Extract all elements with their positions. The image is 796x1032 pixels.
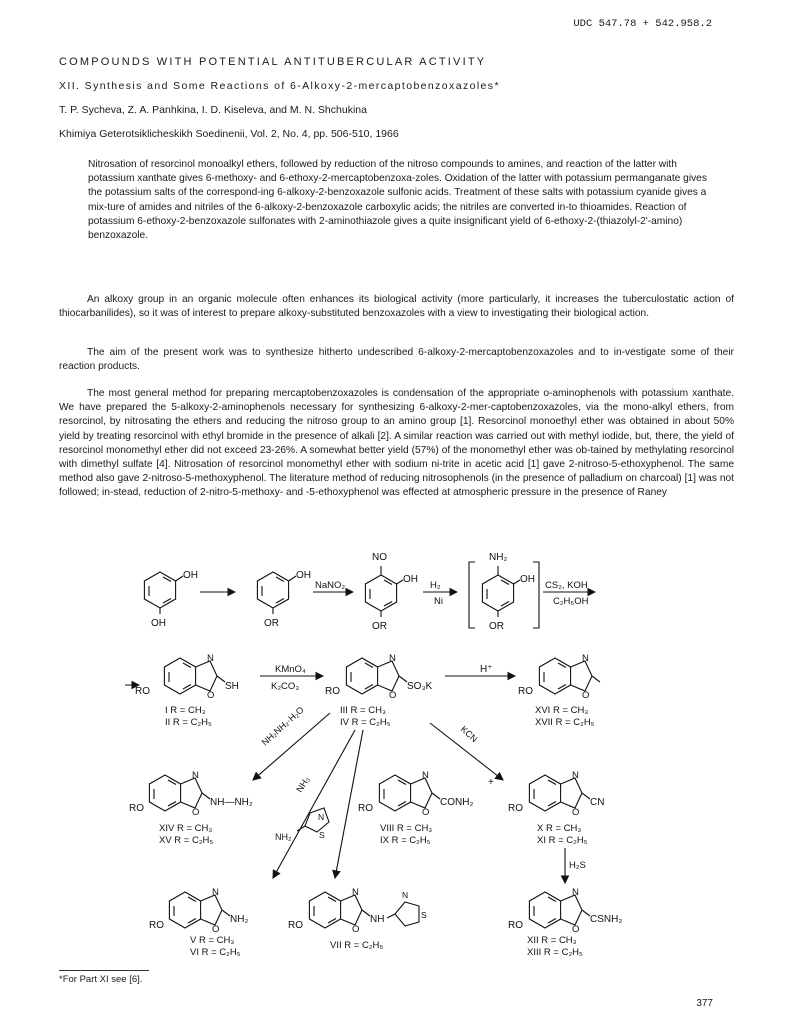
svg-text:RO: RO [508,803,523,814]
body-paragraph-2: The aim of the present work was to synthesize hitherto undescribed 6-alkoxy-2-mercaptobenzoxazoles and to in-vestigate some of their reaction products. [59,347,734,373]
svg-text:RO: RO [358,803,373,814]
body-paragraph-1: An alkoxy group in an organic molecule often enhances its biological activity (more particularly, it increases the tuberculostatic action of thiocarbanilides), so it was of interest to prepare alkoxy-substituted benzoxazoles with a view to investigating their biological action. [59,294,734,320]
svg-text:SH: SH [225,681,239,692]
svg-text:O: O [582,690,590,701]
svg-text:RO: RO [325,686,340,697]
footnote: *For Part XI see [6]. [59,974,143,985]
svg-text:KCN: KCN [458,724,480,745]
svg-text:CS₂, KOH: CS₂, KOH [545,580,588,591]
resorcinol-monoether-structure [257,570,311,629]
svg-text:O: O [572,807,580,818]
article-subtitle: XII. Synthesis and Some Reactions of 6-Alkoxy-2-mercaptobenzoxazoles* [59,80,500,92]
svg-text:NH₂: NH₂ [489,552,508,563]
svg-text:XII R = CH₃: XII R = CH₃ [527,935,577,946]
svg-text:CONH₂: CONH₂ [440,797,474,808]
svg-text:H⁺: H⁺ [480,664,493,675]
svg-text:O: O [422,807,430,818]
page-number: 377 [696,998,713,1009]
aminophenol-structure [469,552,539,632]
svg-text:NaNO₂: NaNO₂ [315,580,346,591]
svg-text:X R = CH₃: X R = CH₃ [537,823,582,834]
svg-text:H₂: H₂ [430,580,441,591]
svg-text:NH₂: NH₂ [230,914,249,925]
sulfonate-structure [325,653,433,728]
svg-text:OH: OH [151,618,166,629]
reaction-scheme [125,548,685,963]
svg-text:NH: NH [370,914,385,925]
hydrazinobenzoxazole-structure [129,770,253,846]
resorcinol-structure [144,570,198,629]
svg-text:VIII R = CH₃: VIII R = CH₃ [380,823,433,834]
svg-text:NO: NO [372,552,387,563]
svg-text:N: N [402,890,409,900]
svg-text:XIV R = CH₃: XIV R = CH₃ [159,823,213,834]
svg-text:CSNH₂: CSNH₂ [590,914,623,925]
svg-text:NH₂: NH₂ [275,832,292,842]
thioamide-structure [508,887,622,958]
svg-text:OH: OH [403,574,418,585]
carboxamide-structure [358,770,473,846]
svg-text:N: N [318,812,325,822]
svg-text:XVI R = CH₃: XVI R = CH₃ [535,705,589,716]
abstract: Nitrosation of resorcinol monoalkyl ethers, followed by reduction of the nitroso compounds to amines, and reaction of the latter with potassium xanthate gives 6-methoxy- and 6-ethoxy-2-mercaptobenzoxa-zoles. Oxidation of the latter with potassium permanganate gives the potassium salts of the correspond-ing 6-alkoxy-2-benzoxazole sulfonic acids. Treatment of these salts with potassium cyanide gives a mix-ture of amides and nitriles of the 6-alkoxy-2-benzoxazole carboxylic acids; the nitriles are converted in-to thioamides. Reaction of potassium 6-ethoxy-2-benzoxazole sulfonates with 2-aminothiazole gives a quite insignificant yield of 6-ethoxy-2-(thiazolyl-2'-amino) benzoxazole. [88,159,707,242]
svg-text:+: + [488,777,494,788]
svg-text:NH—NH₂: NH—NH₂ [210,797,253,808]
svg-text:N: N [389,653,396,664]
svg-text:N: N [212,887,219,898]
authors: T. P. Sycheva, Z. A. Panhkina, I. D. Kiseleva, and M. N. Shchukina [59,104,367,116]
svg-text:IX R = C₂H₅: IX R = C₂H₅ [380,835,431,846]
svg-text:XI R = C₂H₅: XI R = C₂H₅ [537,835,588,846]
svg-text:CN: CN [590,797,605,808]
mercaptobenzoxazole-structure [135,653,239,728]
svg-text:C₂H₅OH: C₂H₅OH [553,596,589,607]
svg-text:O: O [352,924,360,935]
svg-text:RO: RO [135,686,150,697]
svg-text:KMnO₄: KMnO₄ [275,664,306,675]
svg-text:OH: OH [183,570,198,581]
svg-text:O: O [212,924,220,935]
svg-text:III R = CH₃: III R = CH₃ [340,705,386,716]
svg-text:N: N [192,770,199,781]
udc-code: UDC 547.78 + 542.958.2 [573,18,712,30]
svg-text:OH: OH [520,574,535,585]
svg-text:OH: OH [296,570,311,581]
svg-text:S: S [421,910,427,920]
svg-text:RO: RO [129,803,144,814]
svg-text:O: O [207,690,215,701]
body-paragraph-3: The most general method for preparing mercaptobenzoxazoles is condensation of the appropriate o-aminophenols with potassium xanthate. We have prepared the 5-alkoxy-2-aminophenols necessary for synthesizing 6-alkoxy-2-mer-captobenzoxazoles, via the mono-alkyl ethers, from resorcinol, by nitrosating the ethers and reducing the nitroso group to an amino group [1]. Resorcinol monoethyl ether was obtained in about 50% yield by treating resorcinol with ethyl bromide in the presence of alkali [2]. A similar reaction was carried out with methyl iodide, but, there, the yield of resorcinol monomethyl ether did not exceed 23-26%. A somewhat better yield (57%) of the monomethyl ether was ob-tained by methylating resorcinol with dimethyl sulfate [4]. Nitrosation of resorcinol monomethyl ether with sodium ni-trite in acetic acid [1] gave 2-nitroso-5-ethoxyphenol. The same method also gave 2-nitroso-5-methoxyphenol. The literature method of reducing nitrosophenols (in the presence of palladium on charcoal) [1] was not followed; in-stead, reduction of 2-nitro-5-methoxy- and -5-ethoxyphenol was effected at atmospheric pressure in the presence of Raney [59,388,734,499]
svg-text:RO: RO [518,686,533,697]
svg-text:RO: RO [508,920,523,931]
svg-text:VII R = C₂H₅: VII R = C₂H₅ [330,940,384,951]
thiazolylaminobenzoxazole-structure [288,887,427,951]
hydroxybenzoxazole-structure [518,653,600,728]
svg-text:RO: RO [288,920,303,931]
svg-text:O: O [572,924,580,935]
svg-text:IV R = C₂H₅: IV R = C₂H₅ [340,717,391,728]
svg-text:XV R = C₂H₅: XV R = C₂H₅ [159,835,214,846]
svg-text:K₂CO₃: K₂CO₃ [271,681,300,692]
svg-text:I R = CH₃: I R = CH₃ [165,705,206,716]
nitrosophenol-structure [365,552,418,632]
svg-text:OR: OR [372,621,387,632]
svg-text:V R = CH₃: V R = CH₃ [190,935,235,946]
svg-text:N: N [582,653,589,664]
svg-text:N: N [207,653,214,664]
article-series-title: COMPOUNDS WITH POTENTIAL ANTITUBERCULAR ACTIVITY [59,56,487,68]
svg-text:OR: OR [489,621,504,632]
svg-text:N: N [572,887,579,898]
svg-text:H₂S: H₂S [569,860,586,871]
svg-text:RO: RO [149,920,164,931]
svg-text:O: O [192,807,200,818]
svg-text:Ni: Ni [434,596,443,607]
svg-text:II R = C₂H₅: II R = C₂H₅ [165,717,212,728]
svg-text:N: N [352,887,359,898]
svg-text:XVII R = C₂H₅: XVII R = C₂H₅ [535,717,595,728]
nitrile-structure [508,770,604,846]
aminobenzoxazole-structure [149,887,248,958]
svg-text:NH₃: NH₃ [294,774,312,795]
svg-text:O: O [389,690,397,701]
svg-text:OR: OR [264,618,279,629]
svg-text:XIII R = C₂H₅: XIII R = C₂H₅ [527,947,583,958]
journal-citation: Khimiya Geterotsiklicheskikh Soedinenii, Vol. 2, No. 4, pp. 506-510, 1966 [59,128,399,140]
svg-text:N: N [422,770,429,781]
svg-text:VI R = C₂H₅: VI R = C₂H₅ [190,947,241,958]
svg-text:SO₃K: SO₃K [407,681,433,692]
svg-text:N: N [572,770,579,781]
footnote-divider [59,970,149,971]
svg-text:S: S [319,830,325,840]
svg-text:NH₂NH₂·H₂O: NH₂NH₂·H₂O [259,704,306,748]
